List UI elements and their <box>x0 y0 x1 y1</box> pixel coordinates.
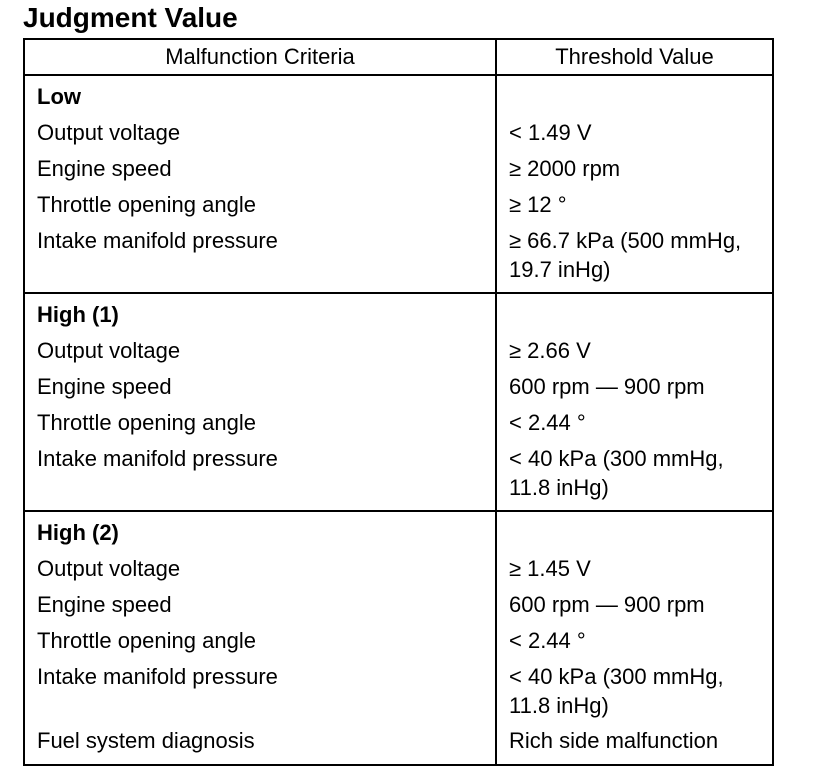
threshold-spacer <box>509 79 762 115</box>
table-row-group-high-1 <box>24 293 773 511</box>
header-malfunction-criteria: Malfunction Criteria <box>24 39 496 75</box>
threshold-spacer <box>509 515 762 551</box>
page-title: Judgment Value <box>23 2 238 33</box>
criteria-cell-high-1 <box>24 293 496 511</box>
criteria-output-voltage: Output voltage <box>37 120 181 145</box>
threshold-intake-manifold-pressure: < 40 kPa (300 mmHg, 11.8 inHg) <box>509 446 724 500</box>
criteria-throttle-opening-angle: Throttle opening angle <box>37 628 256 653</box>
criteria-engine-speed: Engine speed <box>37 156 172 181</box>
threshold-cell-high-1 <box>496 293 773 511</box>
criteria-intake-manifold-pressure: Intake manifold pressure <box>37 446 278 471</box>
threshold-spacer <box>509 297 762 333</box>
group-label-high-1: High (1) <box>37 302 119 327</box>
threshold-output-voltage: < 1.49 V <box>509 120 592 145</box>
criteria-output-voltage: Output voltage <box>37 556 181 581</box>
table-row-group-high-2 <box>24 511 773 765</box>
judgment-value-table <box>23 38 774 766</box>
criteria-cell-high-2 <box>24 511 496 765</box>
threshold-intake-manifold-pressure: < 40 kPa (300 mmHg, 11.8 inHg) <box>509 664 724 718</box>
criteria-intake-manifold-pressure: Intake manifold pressure <box>37 228 278 253</box>
group-label-low: Low <box>37 84 81 109</box>
criteria-engine-speed: Engine speed <box>37 592 172 617</box>
threshold-throttle-opening-angle: < 2.44 ° <box>509 628 586 653</box>
threshold-engine-speed: ≥ 2000 rpm <box>509 156 621 181</box>
criteria-fuel-system-diagnosis: Fuel system diagnosis <box>37 728 255 753</box>
table-header-row <box>24 39 773 75</box>
criteria-intake-manifold-pressure: Intake manifold pressure <box>37 664 278 689</box>
threshold-throttle-opening-angle: < 2.44 ° <box>509 410 586 435</box>
threshold-cell-high-2 <box>496 511 773 765</box>
criteria-throttle-opening-angle: Throttle opening angle <box>37 410 256 435</box>
threshold-fuel-system-diagnosis: Rich side malfunction <box>509 728 719 753</box>
criteria-throttle-opening-angle: Throttle opening angle <box>37 192 256 217</box>
criteria-output-voltage: Output voltage <box>37 338 181 363</box>
threshold-throttle-opening-angle: ≥ 12 ° <box>509 192 567 217</box>
threshold-engine-speed: 600 rpm — 900 rpm <box>509 374 705 399</box>
threshold-engine-speed: 600 rpm — 900 rpm <box>509 592 705 617</box>
threshold-intake-manifold-pressure: ≥ 66.7 kPa (500 mmHg, 19.7 inHg) <box>509 228 742 282</box>
threshold-output-voltage: ≥ 2.66 V <box>509 338 591 363</box>
threshold-cell-low <box>496 75 773 293</box>
group-label-high-2: High (2) <box>37 520 119 545</box>
threshold-output-voltage: ≥ 1.45 V <box>509 556 591 581</box>
criteria-engine-speed: Engine speed <box>37 374 172 399</box>
criteria-cell-low <box>24 75 496 293</box>
table-row-group-low <box>24 75 773 293</box>
header-threshold-value: Threshold Value <box>496 39 773 75</box>
